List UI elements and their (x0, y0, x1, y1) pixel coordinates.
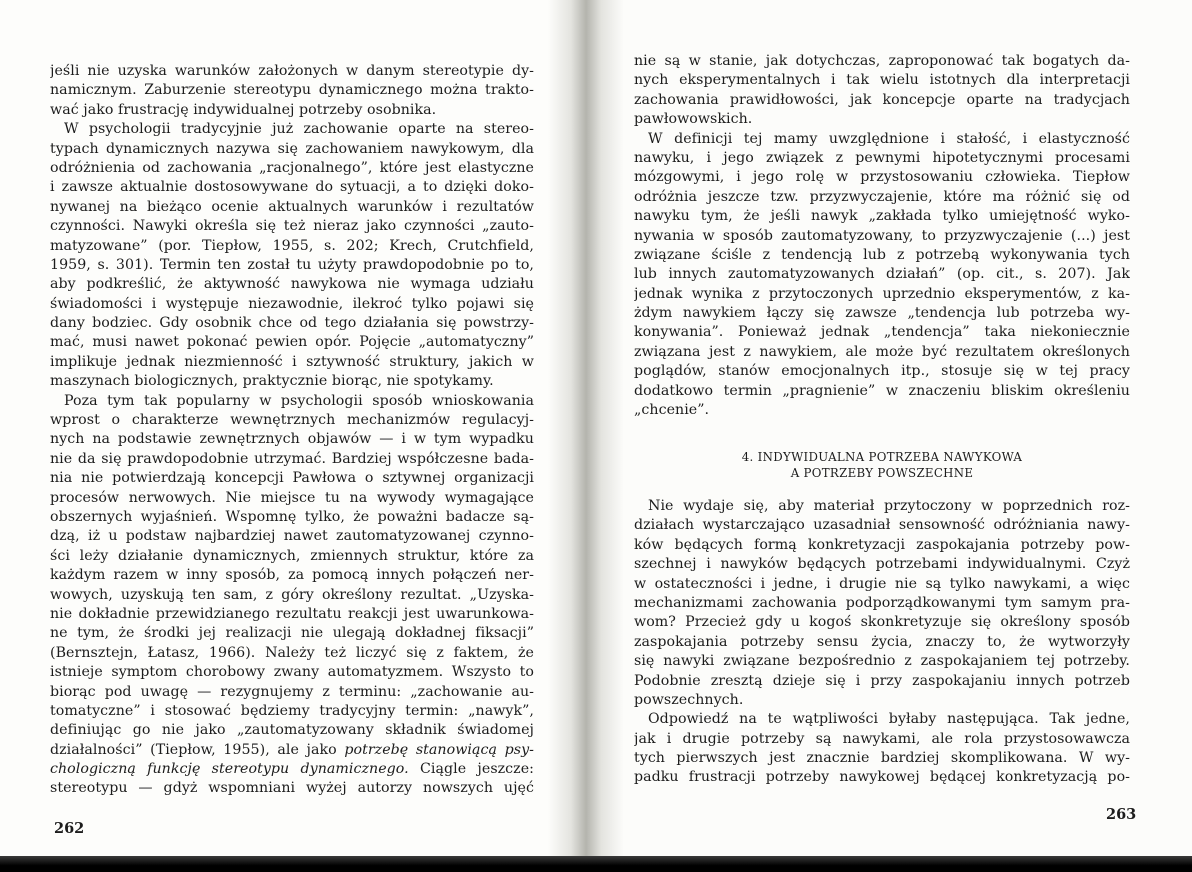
text-line: nawyku tym, że jeśli nawyk „zakłada tylko umiejętność wyko- (634, 208, 1130, 225)
book-gutter-shadow (548, 0, 624, 872)
text-line: lub innych zautomatyzowanych działań” (op. cit., s. 207). Jak (634, 266, 1130, 283)
text-line: maszynach biologicznych, praktycznie biorąc, nie spotykamy. (50, 373, 494, 390)
text-line (50, 741, 534, 760)
text-line: biorąc pod uwagę — rezygnujemy z terminu: „zachowanie au- (50, 683, 534, 700)
text-line: nia nie potwierdzają koncepcji Pawłowa o sztywnej organizacji (50, 470, 534, 487)
text-line: każdym razem w inny sposób, za pomocą innych połączeń ner- (50, 567, 534, 584)
text-line: wowych, uzyskują ten sam, z góry określony rezultat. „Uzyska- (50, 586, 534, 603)
text-line: dany bodziec. Gdy osobnik chce od tego działania się powstrzy- (50, 315, 534, 332)
section-heading (634, 449, 1130, 481)
text-line: związana jest z nawykiem, ale może być rezultatem określonych (634, 343, 1130, 360)
right-page-text-bottom (634, 497, 1130, 788)
text-line (50, 760, 534, 779)
text-segment: działalności” (Tiepłow, 1955), ale jako (50, 741, 345, 758)
text-line: wprost o charakterze wewnętrznych mechanizmów regulacyj- (50, 412, 534, 429)
text-line: dodatkowo termin „pragnienie” w znaczeniu bliskim określeniu (634, 382, 1130, 399)
text-line: nywanej na bieżąco ocenie aktualnych warunków i rezultatów (50, 198, 534, 215)
text-line: Podobnie zresztą dzieje się i przy zaspokajaniu innych potrzeb (634, 672, 1130, 689)
text-line: nawyku, i jego związek z pewnymi hipotetycznymi procesami (634, 149, 1130, 166)
scan-bottom-edge (0, 856, 1192, 872)
text-line: obszernych wyjaśnień. Wspomnę tylko, że poważni badacze są- (50, 508, 534, 525)
text-line: Odpowiedź na te wątpliwości byłaby następująca. Tak jedne, (648, 711, 1130, 728)
text-line: definiując go nie jako „zautomatyzowany składnik świadomej (50, 722, 534, 739)
text-line: odróżnienia od zachowania „racjonalnego”, które jest elastyczne (50, 159, 534, 176)
text-line: odróżnia jeszcze tzw. przyzwyczajenie, które ma różnić się od (634, 188, 1130, 205)
text-line: ków będących formą konkretyzacji zaspokajania potrzeby pow- (634, 536, 1130, 553)
text-line: typach dynamicznych nazywa się zachowaniem nawykowym, dla (50, 140, 534, 157)
text-line: procesów nerwowych. Nie miejsce tu na wywody wymagające (50, 489, 534, 506)
left-page (0, 0, 586, 872)
text-line: i zawsze aktualnie dostosowywane do sytuacji, a to dzięki doko- (50, 179, 534, 196)
text-line: nywania w sposób zautomatyzowany, to przyzwyczajenie (...) jest (634, 227, 1130, 244)
text-line: związane ściśle z tendencją lub z potrzebą wykonywania tych (634, 246, 1130, 263)
text-line: nych na podstawie zewnętrznych objawów — i w tym wypadku (50, 431, 534, 448)
italic-segment: potrzebę stanowiącą psy- (344, 741, 534, 758)
text-line: żdym nawykiem łączy się zawsze „tendencja lub potrzeba wy- (634, 305, 1130, 322)
text-line: dzą, iż u podstaw najbardziej nawet zautomatyzowanej czynno- (50, 528, 534, 545)
text-line: Poza tym tak popularny w psychologii sposób wnioskowania (64, 392, 534, 409)
text-line: działach wystarczająco uzasadniał sensowność odróżniania nawy- (634, 517, 1130, 534)
text-line: tych pierwszych jest znacznie bardziej skomplikowana. W wy- (634, 750, 1130, 767)
text-line: mechanizmami zachowania podporządkowanymi tym samym pra- (634, 594, 1130, 611)
text-line: tomatyczne” i stosować będziemy tradycyjny termin: „nawyk”, (50, 702, 534, 719)
text-line: ne tym, że środki jej realizacji nie ulegają dokładnej fiksacji” (50, 625, 534, 642)
text-line: padku frustracji potrzeby nawykowej będącej konkretyzacją po- (634, 769, 1130, 786)
text-line: istnieje symptom chorobowy zwany automatyzmem. Wszysto to (50, 664, 534, 681)
text-line: wać jako frustrację indywidualnej potrzeby osobnika. (50, 101, 437, 118)
text-line: jednak wynika z przytoczonych uprzednio eksperymentów, z ka- (634, 285, 1130, 302)
text-line: jak i drugie potrzeby są nawykami, ale rola przystosowawcza (634, 730, 1130, 747)
left-page-text (50, 62, 534, 799)
section-heading-line-2: A POTRZEBY POWSZECHNE (790, 466, 974, 480)
section-heading-line-1: 4. INDYWIDUALNA POTRZEBA NAWYKOWA (741, 450, 1023, 464)
text-line: się nawyki związane bezpośrednio z zaspokajaniem tej potrzeby. (634, 653, 1130, 670)
text-line: zachowania prawidłowości, jak koncepcje oparte na tradycjach (634, 91, 1130, 108)
text-line: implikuje jednak niezmienność i sztywność struktury, jakich w (50, 353, 534, 370)
text-line: W psychologii tradycyjnie już zachowanie oparte na stereo- (64, 121, 534, 138)
text-line: powszechnych. (634, 691, 744, 708)
text-line: aby podkreślić, że aktywność nawykowa nie wymaga udziału (50, 276, 534, 293)
text-line: zaspokajania potrzeby sensu życia, znaczy to, że wytworzyły (634, 633, 1130, 650)
left-page-number: 262 (54, 820, 85, 837)
text-line: wom? Przecież gdy u kogoś skonkretyzuje się określony sposób (634, 614, 1130, 631)
text-line: Nie wydaje się, aby materiał przytoczony w poprzednich roz- (648, 498, 1130, 514)
text-line: pawłowowskich. (634, 111, 753, 128)
text-line: jeśli nie uzyska warunków założonych w danym stereotypie dy- (50, 63, 534, 79)
text-line: mać, musi nawet pokonać pewien opór. Pojęcie „automatyczny” (50, 334, 534, 351)
text-line: nie są w stanie, jak dotychczas, zaproponować tak bogatych da- (634, 53, 1130, 69)
text-line: konywania”. Ponieważ jednak „tendencja” taka niekoniecznie (634, 324, 1130, 341)
text-line: ści leży działanie dynamicznych, zmiennych struktur, które za (50, 547, 534, 564)
italic-segment: chologiczną funkcję stereotypu dynamicznego. (50, 761, 409, 778)
text-line: mózgowymi, i jego rolę w przystosowaniu człowieka. Tiepłow (634, 169, 1130, 186)
right-page-text-top (634, 52, 1130, 420)
text-segment: Ciągle jeszcze: (408, 761, 534, 778)
text-line: poglądów, stanów emocjonalnych itp., stosuje się w tej pracy (634, 363, 1130, 380)
text-line: matyzowane” (por. Tiepłow, 1955, s. 202; Krech, Crutchfield, (50, 237, 534, 254)
text-line: w ostateczności i jedne, i drugie nie są tylko nawykami, a więc (634, 575, 1130, 592)
text-line: świadomości i występuje niezawodnie, ilekroć tylko pojawi się (50, 295, 534, 312)
text-line: nie dokładnie przewidzianego rezultatu reakcji jest uwarunkowa- (50, 605, 534, 622)
text-line: stereotypu — gdyż wspomniani wyżej autorzy nowszych ujęć (50, 780, 534, 797)
text-line: nie da się prawdopodobnie utrzymać. Bardziej współczesne bada- (50, 450, 534, 467)
right-page (586, 0, 1192, 872)
text-line: nych eksperymentalnych i tak wielu istotnych dla interpretacji (634, 72, 1130, 89)
text-line: namicznym. Zaburzenie stereotypu dynamicznego można trakto- (50, 82, 534, 99)
right-page-number: 263 (1106, 806, 1137, 823)
text-line: W definicji tej mamy uwzględnione i stałość, i elastyczność (648, 130, 1130, 147)
text-line: 1959, s. 301). Termin ten został tu użyty prawdopodobnie po to, (50, 256, 534, 273)
text-line: „chcenie”. (634, 402, 710, 419)
text-line: (Bernsztejn, Łatasz, 1966). Należy też liczyć się z faktem, że (50, 644, 534, 661)
text-line: szechnej i nawyków będących potrzebami indywidualnymi. Czyż (634, 556, 1130, 573)
text-line: czynności. Nawyki określa się też nieraz jako czynności „zauto- (50, 218, 534, 235)
